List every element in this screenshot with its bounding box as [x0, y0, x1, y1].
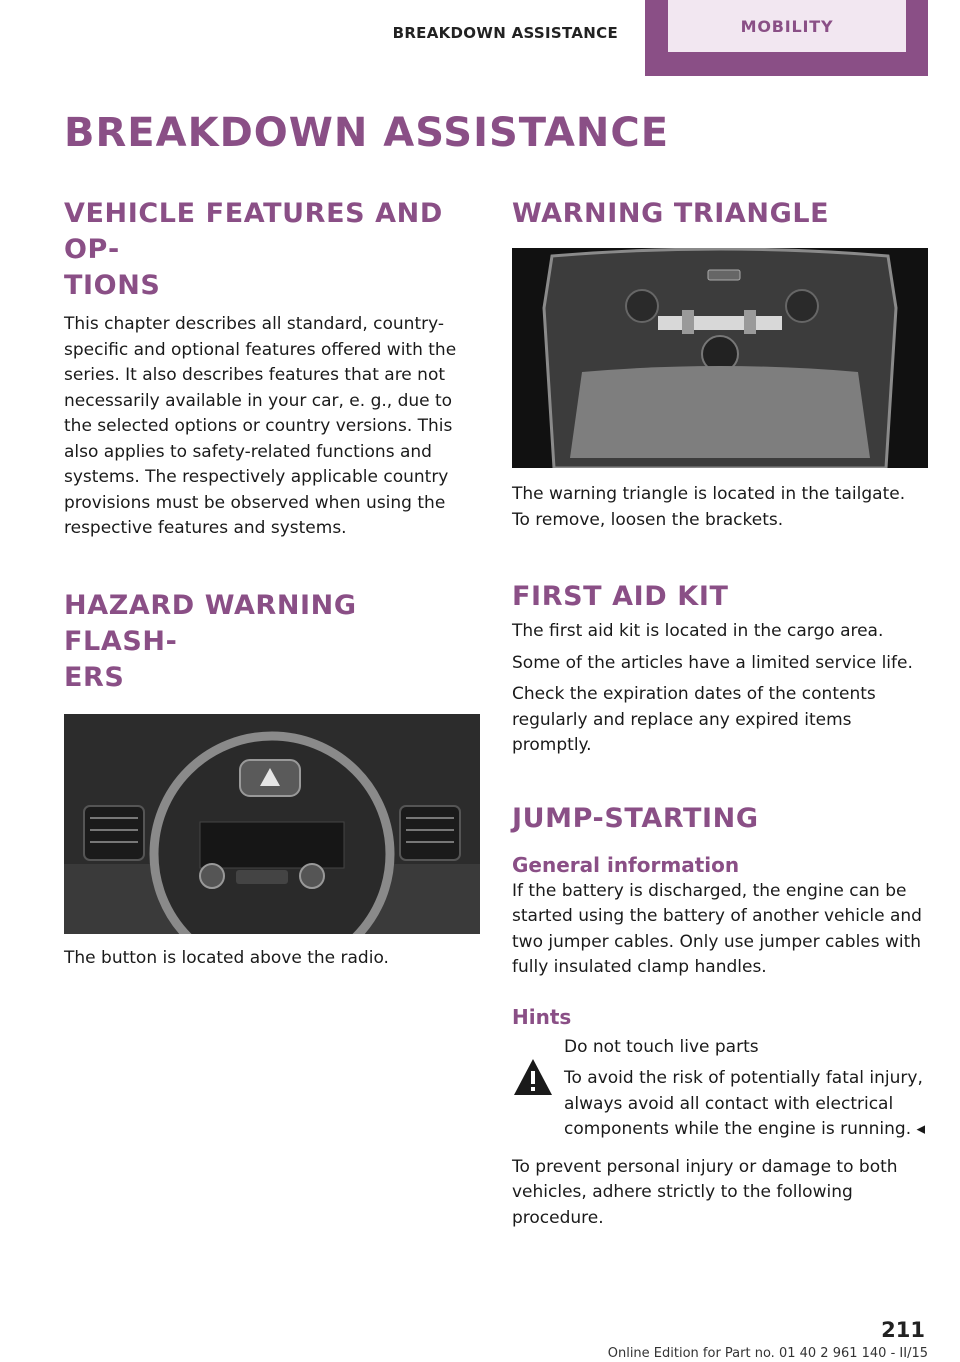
vehicle-heading-line1: VEHICLE FEATURES AND OP‐ [64, 198, 443, 265]
first-aid-p2: Some of the articles have a limited service life. [512, 652, 913, 673]
first-aid-p3: Check the expiration dates of the contents regularly and replace any expired items promptly. [512, 684, 876, 755]
vehicle-features-body: This chapter describes all standard, country-specific and optional features offered with the series. It also describes features that are not necessarily available in your car, e. g., due to the selected options or country versions. This also applies to safety-related functions and systems. The respectively applicable country provisions must be observed when using the respective features and systems. [64, 314, 457, 538]
warning-triangle-image [512, 248, 928, 468]
hazard-heading-line1: HAZARD WARNING FLASH‐ [64, 589, 357, 657]
hazard-caption: The button is located above the radio. [64, 947, 389, 968]
warning-body: To avoid the risk of potentially fatal injury, always avoid all contact with electrical components while the engine is running. [564, 1068, 923, 1139]
page-title: BREAKDOWN ASSISTANCE [64, 110, 670, 156]
left-column [64, 196, 480, 971]
warning-title: Do not touch live parts [564, 1036, 759, 1057]
hazard-button-image [64, 714, 480, 934]
end-mark: ◂ [916, 1119, 926, 1139]
warning-icon [512, 1057, 554, 1097]
first-aid-p1: The first aid kit is located in the cargo area. [512, 621, 884, 641]
right-column [512, 196, 928, 1231]
first-aid-heading: FIRST AID KIT [512, 581, 729, 612]
hints-heading: Hints [512, 1004, 572, 1029]
warning-triangle-heading: WARNING TRIANGLE [512, 198, 830, 229]
hazard-heading [64, 588, 480, 696]
general-information-heading: General information [512, 852, 740, 877]
warning-body-first-line [564, 1066, 928, 1143]
page-number: 211 [881, 1318, 925, 1342]
chapter-tab-label: MOBILITY [668, 0, 906, 52]
edition-footer: Online Edition for Part no. 01 40 2 961 140 - II/15 [607, 1346, 928, 1361]
warning-block [512, 1035, 928, 1143]
vehicle-features-heading [64, 196, 480, 304]
hazard-heading-line2: ERS [64, 661, 125, 693]
general-information-body: If the battery is discharged, the engine can be started using the battery of another vehicle and two jumper cables. Only use jumper cables with fully insulated clamp handles. [512, 880, 922, 977]
jump-starting-heading: JUMP-STARTING [512, 802, 759, 834]
section-label: BREAKDOWN ASSISTANCE [392, 24, 618, 42]
vehicle-heading-line2: TIONS [64, 270, 161, 301]
warning-triangle-caption: The warning triangle is located in the tailgate. To remove, loosen the brackets. [512, 484, 906, 530]
procedure-intro: To prevent personal injury or damage to both vehicles, adhere strictly to the following procedure. [512, 1156, 898, 1228]
